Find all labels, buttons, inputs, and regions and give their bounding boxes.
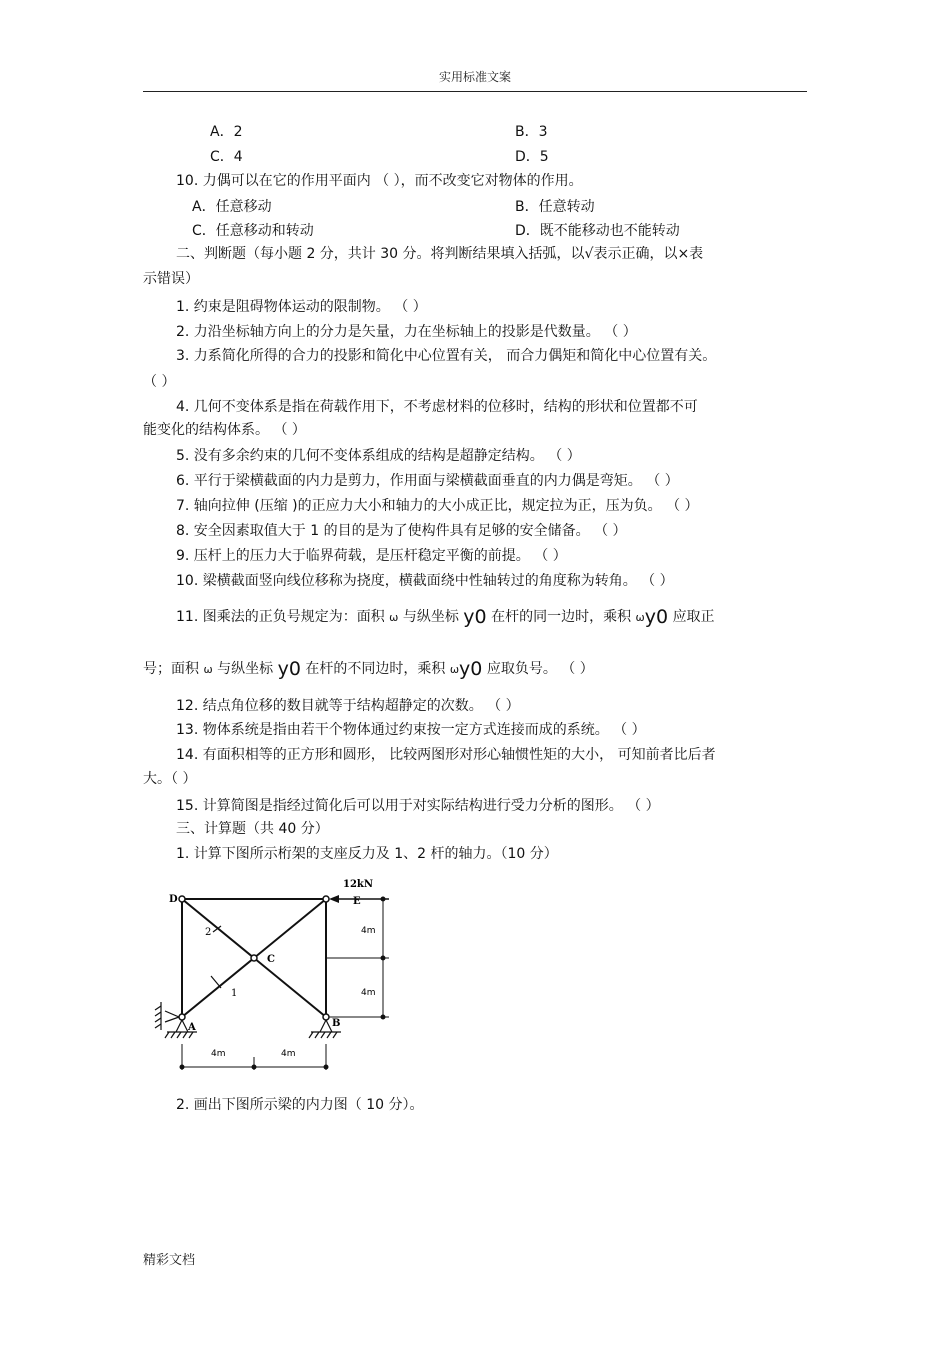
q11-text: 11. 图乘法的正负号规定为：面积 bbox=[176, 609, 385, 625]
dim-height-upper: 4m bbox=[361, 926, 376, 936]
q11-text: 在杆的同一边时，乘积 bbox=[491, 609, 632, 625]
judge-q9: 9. 压杆上的压力大于临界荷载，是压杆稳定平衡的前提。 （ ） bbox=[176, 548, 567, 564]
member-2-label: 2 bbox=[205, 927, 212, 938]
support-a bbox=[155, 1002, 197, 1038]
q9-option-c: C．4 bbox=[210, 149, 243, 165]
y0-symbol: y0 bbox=[644, 606, 669, 628]
judge-q4: 4. 几何不变体系是指在荷载作用下，不考虑材料的位移时，结构的形状和位置都不可 bbox=[176, 399, 698, 415]
calc-q2: 2. 画出下图所示梁的内力图（ 10 分）。 bbox=[176, 1097, 424, 1113]
omega-symbol: ω bbox=[449, 663, 460, 676]
q10-option-d: D．既不能移动也不能转动 bbox=[515, 223, 680, 239]
q10-option-b: B．任意转动 bbox=[515, 199, 595, 215]
truss-figure bbox=[143, 872, 403, 1082]
omega-symbol: ω bbox=[635, 611, 645, 624]
vertical-dimension bbox=[326, 899, 389, 1017]
q11-text: 号；面积 bbox=[143, 661, 199, 677]
omega-symbol: ω bbox=[389, 611, 399, 624]
node-b-label: B bbox=[332, 1018, 341, 1029]
q11-text: 应取负号。 （ ） bbox=[486, 661, 594, 677]
node-a-label: A bbox=[188, 1022, 196, 1033]
judge-q4-cont: 能变化的结构体系。 （ ） bbox=[143, 422, 306, 438]
judge-q2: 2. 力沿坐标轴方向上的分力是矢量，力在坐标轴上的投影是代数量。 （ ） bbox=[176, 324, 637, 340]
member-1-label: 1 bbox=[231, 988, 238, 999]
q11-text: 与纵坐标 bbox=[402, 609, 459, 625]
joint-b bbox=[323, 1014, 329, 1020]
y0-symbol: y0 bbox=[463, 606, 487, 628]
omega-symbol: ω bbox=[203, 663, 213, 676]
joint-a bbox=[179, 1014, 185, 1020]
node-e-label: E bbox=[353, 896, 361, 907]
load-label: 12kN bbox=[343, 879, 373, 890]
judge-intro-cont: 示错误） bbox=[143, 271, 199, 287]
load-arrowhead bbox=[329, 895, 339, 903]
judge-q14: 14. 有面积相等的正方形和圆形， 比较两图形对形心轴惯性矩的大小， 可知前者比后者 bbox=[176, 747, 716, 763]
q11-text: 在杆的不同边时，乘积 bbox=[305, 661, 446, 677]
page-footer: 精彩文档 bbox=[143, 1253, 196, 1268]
joint-c bbox=[251, 955, 257, 961]
dim-width-right: 4m bbox=[281, 1049, 296, 1059]
judge-q6: 6. 平行于梁横截面的内力是剪力，作用面与梁横截面垂直的内力偶是弯矩。 （ ） bbox=[176, 473, 679, 489]
judge-q3-blank: （ ） bbox=[143, 374, 176, 390]
q11-text: 与纵坐标 bbox=[217, 661, 274, 677]
node-c-label: C bbox=[267, 954, 275, 965]
judge-q13: 13. 物体系统是指由若干个物体通过约束按一定方式连接而成的系统。 （ ） bbox=[176, 722, 646, 738]
q10-option-c: C．任意移动和转动 bbox=[192, 223, 314, 239]
joint-e bbox=[323, 896, 329, 902]
y0-symbol: y0 bbox=[277, 658, 301, 680]
q9-option-b: B．3 bbox=[515, 124, 548, 140]
judge-q11-line1 bbox=[176, 606, 715, 627]
joint-d bbox=[179, 896, 185, 902]
page-header: 实用标准文案 bbox=[438, 70, 511, 84]
judge-q7: 7. 轴向拉伸 (压缩 )的正应力大小和轴力的大小成正比，规定拉为正，压为负。 （ ） bbox=[176, 498, 699, 514]
judge-q10: 10. 梁横截面竖向线位移称为挠度，横截面绕中性轴转过的角度称为转角。 （ ） bbox=[176, 573, 674, 589]
judge-intro: 二、判断题（每小题 2 分，共计 30 分。将判断结果填入括弧，以√表示正确，以×表 bbox=[176, 246, 704, 262]
q10-option-a: A．任意移动 bbox=[192, 199, 272, 215]
node-d-label: D bbox=[169, 894, 178, 905]
dim-height-lower: 4m bbox=[361, 988, 376, 998]
judge-q15: 15. 计算简图是指经过简化后可以用于对实际结构进行受力分析的图形。 （ ） bbox=[176, 798, 660, 814]
member-1-marker bbox=[211, 976, 221, 988]
dim-width-left: 4m bbox=[211, 1049, 226, 1059]
judge-q5: 5. 没有多余约束的几何不变体系组成的结构是超静定结构。 （ ） bbox=[176, 448, 581, 464]
judge-q12: 12. 结点角位移的数目就等于结构超静定的次数。 （ ） bbox=[176, 698, 520, 714]
y0-symbol: y0 bbox=[459, 658, 483, 680]
calc-title: 三、计算题（共 40 分） bbox=[176, 821, 329, 837]
judge-q14-cont: 大。（ ） bbox=[143, 771, 197, 787]
header-rule bbox=[143, 91, 807, 92]
judge-q11-line2 bbox=[143, 658, 594, 679]
q10-stem: 10. 力偶可以在它的作用平面内 （ ），而不改变它对物体的作用。 bbox=[176, 173, 583, 189]
q11-text: 应取正 bbox=[672, 609, 715, 625]
q9-option-a: A．2 bbox=[210, 124, 243, 140]
judge-q1: 1. 约束是阻碍物体运动的限制物。 （ ） bbox=[176, 299, 427, 315]
calc-q1: 1. 计算下图所示桁架的支座反力及 1、2 杆的轴力。（10 分） bbox=[176, 846, 558, 862]
judge-q3: 3. 力系简化所得的合力的投影和简化中心位置有关， 而合力偶矩和简化中心位置有关。 bbox=[176, 348, 717, 364]
q9-option-d: D．5 bbox=[515, 149, 549, 165]
judge-q8: 8. 安全因素取值大于 1 的目的是为了使构件具有足够的安全储备。 （ ） bbox=[176, 523, 627, 539]
